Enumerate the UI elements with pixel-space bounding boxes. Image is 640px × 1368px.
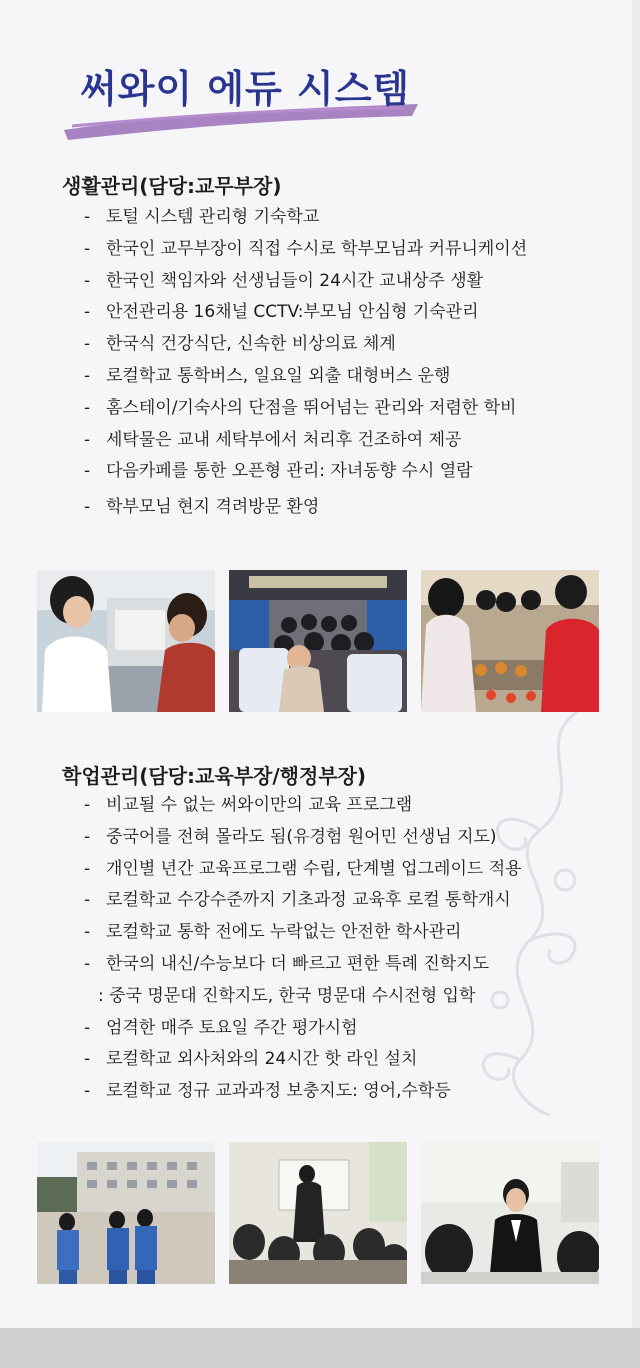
eye-exam-photo [37,570,215,712]
list-item: - 비교될 수 없는 써와이만의 교육 프로그램 [84,795,413,815]
list-item: - 한국식 건강식단, 신속한 비상의료 체계 [84,334,396,355]
list-item: - 로컬학교 외사처와의 24시간 핫 라인 설치 [84,1049,418,1070]
list-item: - 중국어를 전혀 몰라도 됨(유경험 원어민 선생님 지도) [84,826,497,847]
page-edge [632,0,640,1328]
title-block [62,50,442,150]
list-item: - 한국인 교무부장이 직접 수시로 학부모님과 커뮤니케이션 [84,238,528,259]
list-item: - 홈스테이/기숙사의 단점을 뛰어넘는 관리와 저렴한 학비 [84,397,517,418]
bottom-strip [0,1328,640,1368]
bus-photo [229,570,407,712]
list-item: - 한국의 내신/수능보다 더 빠르고 편한 특례 진학지도 [84,953,490,974]
academic-list [84,790,522,1108]
list-item: - 다음카페를 통한 오픈형 관리: 자녀동향 수시 열람 [84,461,473,482]
list-item: - 세탁물은 교내 세탁부에서 처리후 건조하여 제공 [84,429,462,450]
list-item: - 학부모님 현지 격려방문 환영 [84,497,320,518]
life-list [84,202,527,524]
page-title: 써와이 에듀 시스템 [80,67,411,111]
list-item: - 로컬학교 정규 교과과정 보충지도: 영어,수학등 [84,1081,451,1102]
academic-heading: 학업관리(담당:교육부장/행정부장) [62,764,367,788]
teacher-photo [421,1142,599,1284]
photo-row-academic [37,1142,599,1284]
classroom-photo [229,1142,407,1284]
list-item: - 개인별 년간 교육프로그램 수립, 단계별 업그레이드 적용 [84,858,522,879]
list-item: - 토털 시스템 관리형 기숙학교 [84,207,320,227]
cafeteria-photo [421,570,599,712]
campus-photo [37,1142,215,1284]
list-item: - 로컬학교 통학 전에도 누락없는 안전한 학사관리 [84,922,462,943]
list-item: - 로컬학교 통학버스, 일요일 외출 대형버스 운행 [84,365,451,386]
list-item: - 안전관리용 16채널 CCTV:부모님 안심형 기숙관리 [84,302,479,323]
life-heading: 생활관리(담당:교무부장) [62,174,282,198]
list-item-continuation: : 중국 명문대 진학지도, 한국 명문대 수시전형 입학 [98,985,476,1006]
photo-row-life [37,570,599,712]
list-item: - 한국인 책임자와 선생님들이 24시간 교내상주 생활 [84,270,484,291]
list-item: - 로컬학교 수강수준까지 기초과정 교육후 로컬 통학개시 [84,890,511,911]
list-item: - 엄격한 매주 토요일 주간 평가시험 [84,1017,358,1038]
